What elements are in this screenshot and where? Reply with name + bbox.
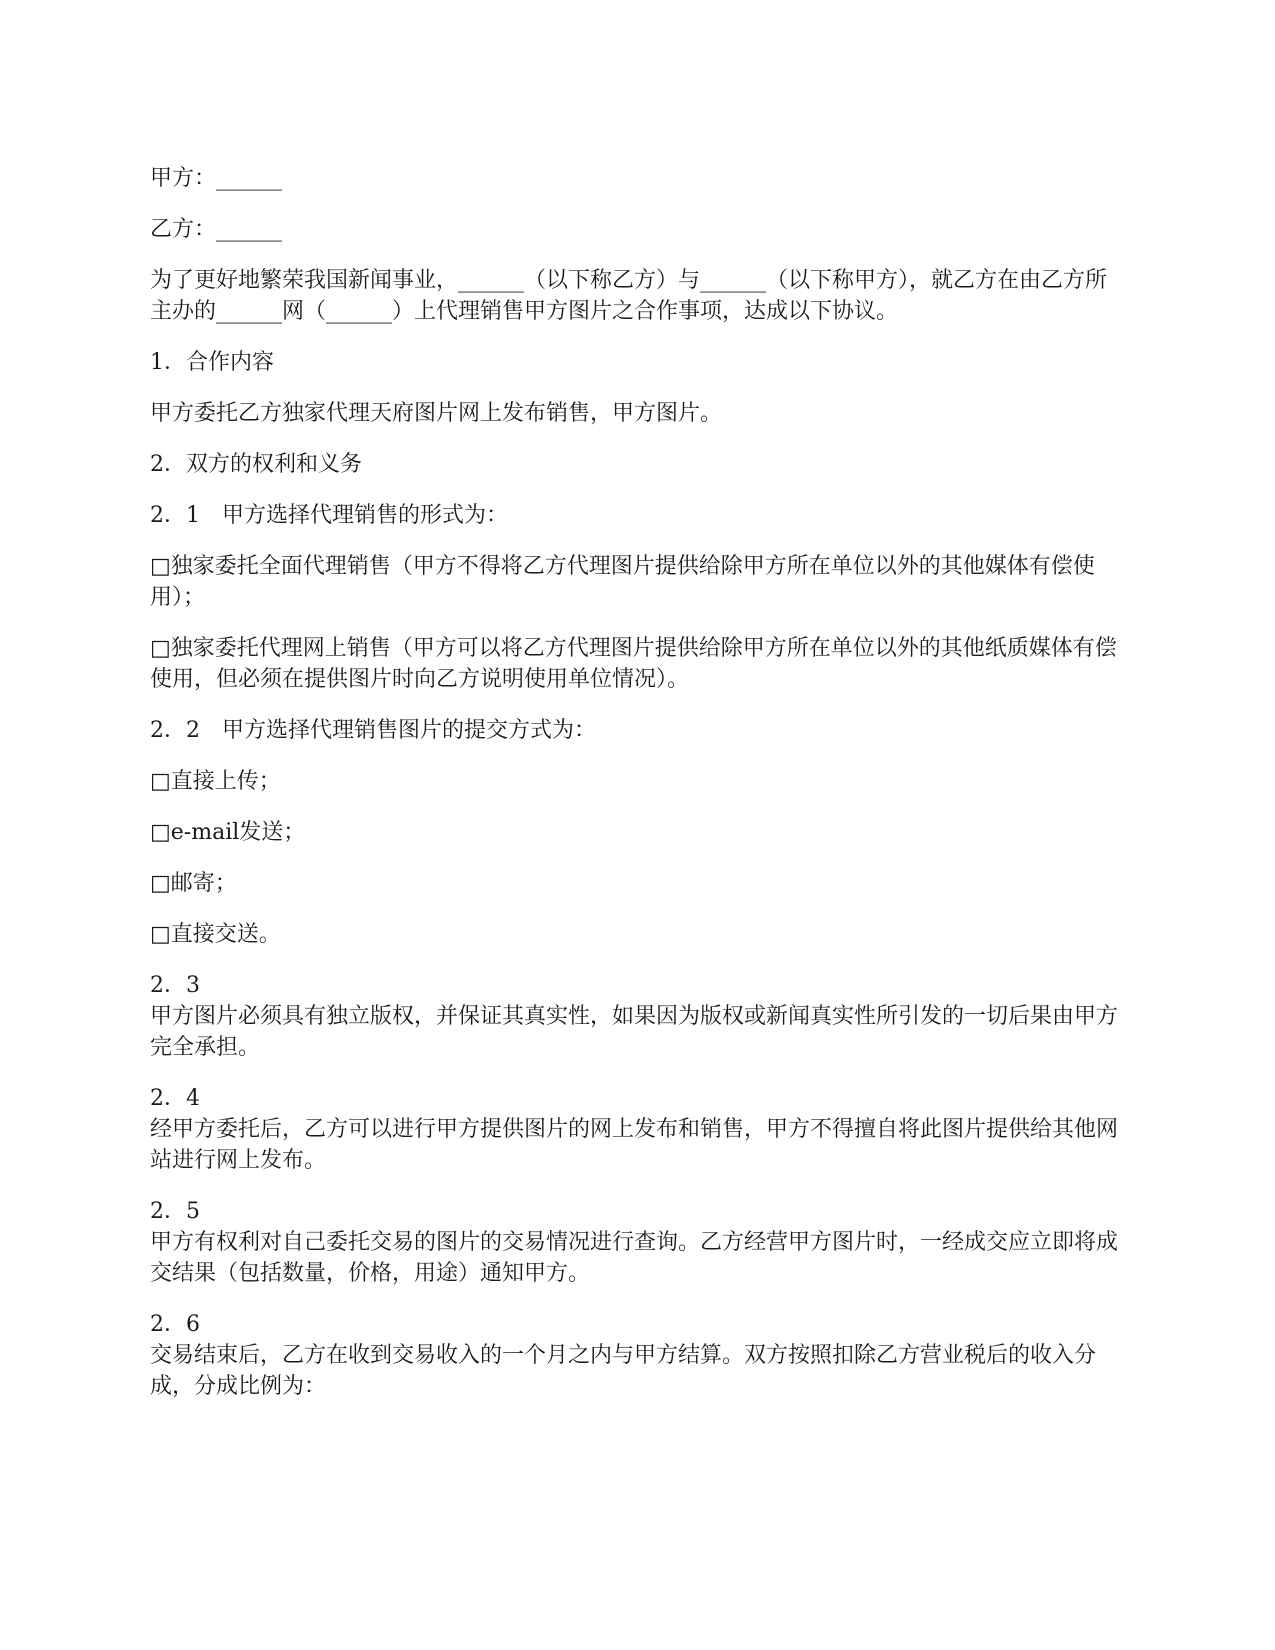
option-mail: □邮寄；	[150, 871, 237, 896]
clause-number: 2．5	[150, 1199, 200, 1224]
clause-2-6	[150, 1309, 1125, 1402]
option-hand-delivery: □直接交送。	[150, 922, 281, 947]
section-1-text: 甲方委托乙方独家代理天府图片网上发布销售，甲方图片。	[150, 401, 723, 426]
document-body	[150, 163, 1125, 1402]
clause-2-5	[150, 1196, 1125, 1289]
clause-number: 2．6	[150, 1312, 200, 1337]
clause-2-3	[150, 970, 1125, 1063]
party-a-line: 甲方：______	[150, 166, 283, 191]
clause-number: 2．4	[150, 1086, 200, 1111]
option-direct-upload: □直接上传；	[150, 769, 281, 794]
clause-2-2-heading: 2．2 甲方选择代理销售图片的提交方式为：	[150, 718, 596, 743]
clause-number: 2．3	[150, 973, 200, 998]
clause-text: 甲方图片必须具有独立版权，并保证其真实性，如果因为版权或新闻真实性所引发的一切后果由甲方完全承担。	[150, 1004, 1119, 1060]
option-online-agency: □独家委托代理网上销售（甲方可以将乙方代理图片提供给除甲方所在单位以外的其他纸质媒体有偿使用，但必须在提供图片时向乙方说明使用单位情况）。	[150, 636, 1117, 692]
clause-2-4	[150, 1083, 1125, 1176]
section-heading-1: 1．合作内容	[150, 350, 274, 375]
preamble: 为了更好地繁荣我国新闻事业，______（以下称乙方）与______（以下称甲方），就乙方在由乙方所主办的______网（______）上代理销售甲方图片之合作事项，达成以下协议。	[150, 268, 1108, 324]
section-heading-2: 2．双方的权利和义务	[150, 452, 362, 477]
clause-text: 经甲方委托后，乙方可以进行甲方提供图片的网上发布和销售，甲方不得擅自将此图片提供给其他网站进行网上发布。	[150, 1117, 1119, 1173]
clause-text: 交易结束后，乙方在收到交易收入的一个月之内与甲方结算。双方按照扣除乙方营业税后的收入分成，分成比例为：	[150, 1343, 1097, 1399]
party-b-line: 乙方：______	[150, 217, 283, 242]
option-full-agency: □独家委托全面代理销售（甲方不得将乙方代理图片提供给除甲方所在单位以外的其他媒体有偿使用）；	[150, 554, 1095, 610]
clause-text: 甲方有权利对自己委托交易的图片的交易情况进行查询。乙方经营甲方图片时，一经成交应立即将成交结果（包括数量，价格，用途）通知甲方。	[150, 1230, 1119, 1286]
clause-2-1-heading: 2．1 甲方选择代理销售的形式为：	[150, 503, 508, 528]
option-email: □e-mail发送；	[150, 820, 306, 845]
